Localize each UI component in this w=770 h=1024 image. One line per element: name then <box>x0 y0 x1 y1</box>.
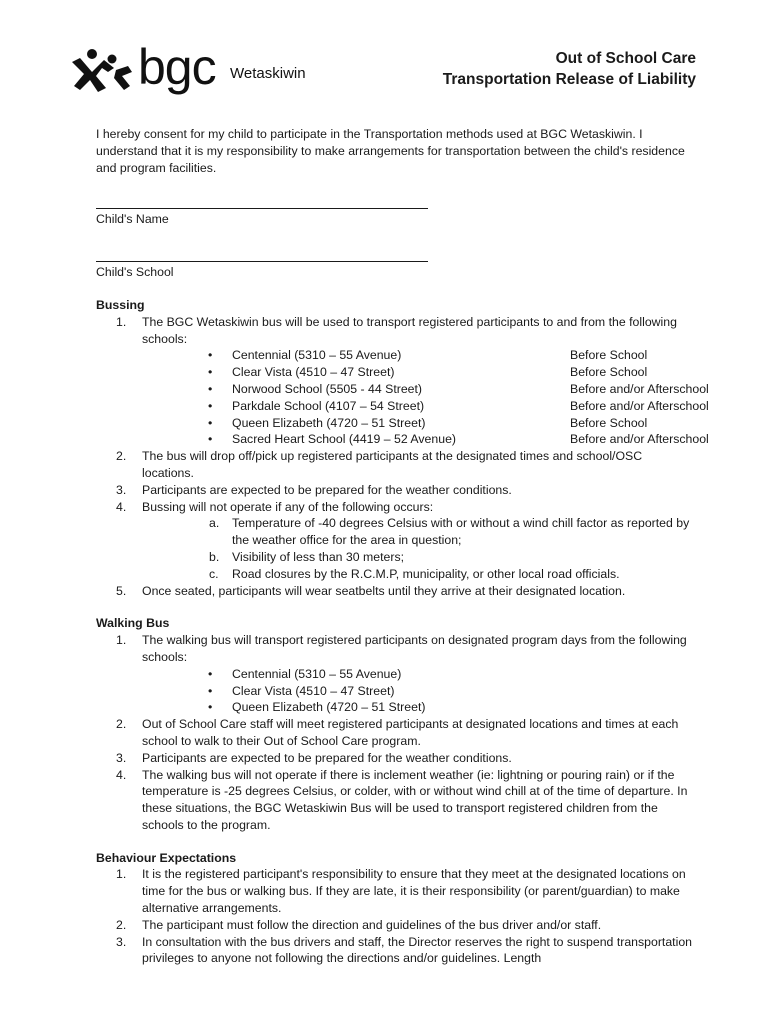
school-row: • Clear Vista (4510 – 47 Street) <box>208 683 395 698</box>
walking-item-1: The walking bus will transport registered participants on designated program days from the following schools: <box>142 633 687 664</box>
behaviour-item-3: In consultation with the bus drivers and staff, the Director reserves the right to suspend transportation privileges to anyone not following the directions and/or guidelines. Length <box>142 934 693 966</box>
child-school-label: Child's School <box>96 265 174 280</box>
title-line-2: Transportation Release of Liability <box>442 71 696 88</box>
condition-item: c. Road closures by the R.C.M.P, municipality, or other local road officials. <box>209 566 620 581</box>
school-time: Before School <box>570 348 648 363</box>
school-row: • Norwood School (5505 - 44 Street) Before and/or Afterschool <box>208 381 709 396</box>
child-name-label: Child's Name <box>96 212 169 227</box>
bussing-schools <box>142 347 709 448</box>
document-title <box>443 48 696 90</box>
title-line-1: Out of School Care <box>555 50 696 67</box>
child-school-field[interactable] <box>96 261 428 262</box>
walking-bus-list <box>96 632 696 834</box>
list-item: 1. It is the registered participant's responsibility to ensure that they meet at the designated locations on time for the bus or walking bus. If they are late, it is their responsibility (or parent/guardian) to make alternative arrangements. <box>116 867 686 916</box>
list-item: 5. Once seated, participants will wear seatbelts until they arrive at their designated location. <box>116 583 626 598</box>
bgc-figures-icon <box>70 48 134 92</box>
bussing-heading: Bussing <box>96 297 145 312</box>
school-name: Queen Elizabeth (4720 – 51 Street) <box>232 415 426 430</box>
walking-item-3: Participants are expected to be prepared for the weather conditions. <box>142 750 512 765</box>
bgc-logo <box>70 39 340 102</box>
behaviour-heading: Behaviour Expectations <box>96 850 237 865</box>
condition-item: a. Temperature of -40 degrees Celsius with or without a wind chill factor as reported by the weather office for the area in question; <box>209 516 690 548</box>
school-row: • Sacred Heart School (4419 – 52 Avenue) Before and/or Afterschool <box>208 432 709 447</box>
list-item: 2. The participant must follow the direction and guidelines of the bus driver and/or staff. <box>116 917 602 932</box>
child-name-field[interactable] <box>96 208 428 209</box>
bussing-item-4: Bussing will not operate if any of the following occurs: <box>142 499 434 514</box>
bussing-conditions <box>142 515 696 582</box>
walking-item-2: Out of School Care staff will meet registered participants at designated locations and times at each school to walk to their Out of School Care program. <box>142 717 679 748</box>
school-name: Clear Vista (4510 – 47 Street) <box>232 365 395 380</box>
walking-item-4: The walking bus will not operate if there is inclement weather (ie: lightning or pouring rain) or if the temperature is -25 degrees Celsius, or colder, with or without wind chill at of the time of departure. In these situations, the BGC Wetaskiwin Bus will be used to transport registered children from the schools to the program. <box>142 767 688 832</box>
bussing-item-5: Once seated, participants will wear seatbelts until they arrive at their designated location. <box>142 583 626 598</box>
list-item: 1. The walking bus will transport registered participants on designated program days from the following schools: • Centennial (5310 – 55 Avenue) • Clear Vista (4510 – 47 Street) • Queen Elizabeth (4720 – 51 Street) <box>96 632 696 716</box>
walking-schools <box>142 666 696 716</box>
list-item: 4. The walking bus will not operate if there is inclement weather (ie: lightning or pouring rain) or if the temperature is -25 degrees Celsius, or colder, with or without wind chill at of the time of departure. In these situations, the BGC Wetaskiwin Bus will be used to transport registered children from the schools to the program. <box>116 767 688 832</box>
school-time: Before School <box>570 365 648 380</box>
school-name: Sacred Heart School (4419 – 52 Avenue) <box>232 432 456 447</box>
school-name: Norwood School (5505 - 44 Street) <box>232 381 423 396</box>
logo-location: Wetaskiwin <box>230 65 306 82</box>
behaviour-item-1: It is the registered participant's responsibility to ensure that they meet at the designated locations on time for the bus or walking bus. If they are late, it is their responsibility (or parent/guardian) to make alternative arrangements. <box>142 867 686 916</box>
school-row: • Centennial (5310 – 55 Avenue) Before School <box>208 348 648 363</box>
school-name: Parkdale School (4107 – 54 Street) <box>232 398 425 413</box>
behaviour-item-2: The participant must follow the direction and guidelines of the bus driver and/or staff. <box>142 917 602 932</box>
bussing-item-2: The bus will drop off/pick up registered participants at the designated times and school/OSC locations. <box>142 449 643 480</box>
school-row: • Parkdale School (4107 – 54 Street) Before and/or Afterschool <box>208 398 709 413</box>
school-time: Before and/or Afterschool <box>570 398 709 413</box>
list-item: 4. Bussing will not operate if any of the following occurs: a. Temperature of -40 degrees Celsius with or without a wind chill factor as reported by the weather office for the area in question; b. Visibility of less than 30 meters; c. Road closures by the R.C.M.P, municipality, or other local road officials. <box>96 499 696 583</box>
bussing-item-3: Participants are expected to be prepared for the weather conditions. <box>142 482 512 497</box>
school-time: Before School <box>570 415 648 430</box>
logo-wordmark: bgc <box>138 39 216 95</box>
consent-paragraph: I hereby consent for my child to participate in the Transportation methods used at BGC Wetaskiwin. I understand that it is my responsibility to make arrangements for transportation between the child's residence and program facilities. <box>96 127 685 175</box>
school-name: Centennial (5310 – 55 Avenue) <box>232 348 402 363</box>
school-time: Before and/or Afterschool <box>570 432 709 447</box>
bussing-list <box>96 314 709 600</box>
walking-bus-heading: Walking Bus <box>96 616 170 631</box>
list-item: 2. Out of School Care staff will meet registered participants at designated locations and times at each school to walk to their Out of School Care program. <box>116 717 679 748</box>
behaviour-list <box>96 866 696 967</box>
school-row: • Clear Vista (4510 – 47 Street) Before School <box>208 365 648 380</box>
school-row: • Queen Elizabeth (4720 – 51 Street) Before School <box>208 415 648 430</box>
condition-item: b. Visibility of less than 30 meters; <box>209 549 405 564</box>
school-row: • Queen Elizabeth (4720 – 51 Street) <box>208 700 426 715</box>
document-body <box>96 126 709 967</box>
list-item: 3. Participants are expected to be prepared for the weather conditions. <box>116 482 512 497</box>
school-row: • Centennial (5310 – 55 Avenue) <box>208 666 402 681</box>
list-item: 3. In consultation with the bus drivers and staff, the Director reserves the right to suspend transportation privileges to anyone not following the directions and/or guidelines. Length <box>116 934 693 966</box>
list-item: 3. Participants are expected to be prepared for the weather conditions. <box>116 750 512 765</box>
bussing-item-1: The BGC Wetaskiwin bus will be used to transport registered participants to and from the following schools: <box>142 314 677 346</box>
list-item: 1. The BGC Wetaskiwin bus will be used to transport registered participants to and from the following schools: • Centennial (5310 – 55 Avenue) Before School • Clear Vista (4510 – 47 Street) Before School • Norwood School (5505 - 44 Street) Before and/or Afterschool • Parkdale School (4107 – 54 Street) Before and/or Afterschool • Queen Elizabeth (4720 – 51 Street) Before School • Sacred Heart School (4419 – 52 Avenue) Before and/or Afterschool <box>116 314 709 447</box>
list-item: 2. The bus will drop off/pick up registered participants at the designated times and school/OSC locations. <box>116 449 643 480</box>
school-time: Before and/or Afterschool <box>570 381 709 396</box>
